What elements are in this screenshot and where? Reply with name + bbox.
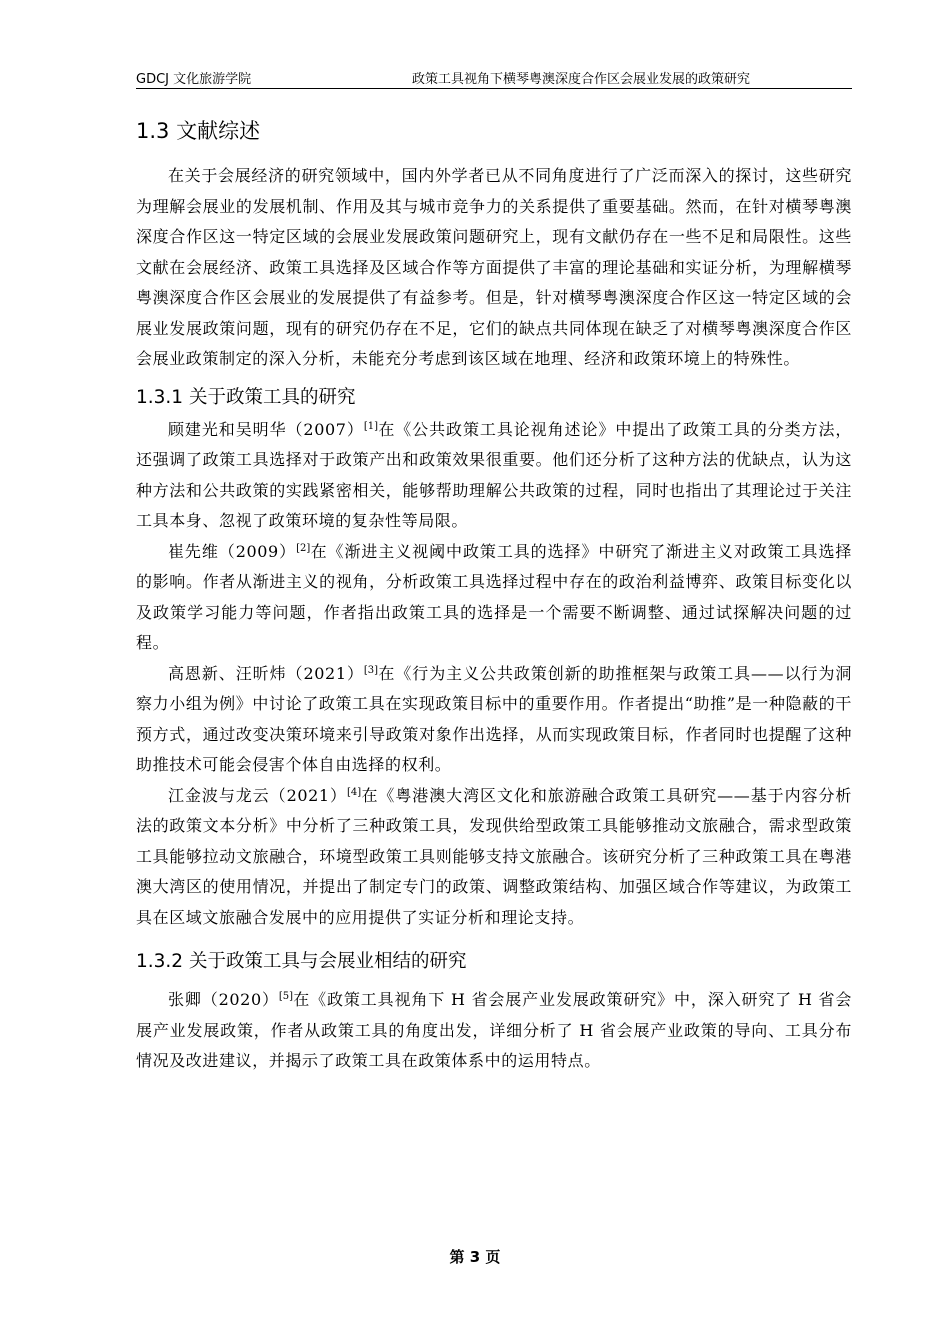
- citation-ref: [3]: [363, 664, 379, 676]
- subsection-title-1: 1.3.1 关于政策工具的研究: [136, 386, 356, 408]
- section-intro-paragraph: 在关于会展经济的研究领域中，国内外学者已从不同角度进行了广泛而深入的探讨，这些研究为理解会展业的发展机制、作用及其与城市竞争力的关系提供了重要基础。然而，在针对横琴粤澳深度合作区这一特定区域的会展业发展政策问题研究上，现有文献仍存在一些不足和局限性。这些文献在会展经济、政策工具选择及区域合作等方面提供了丰富的理论基础和实证分析，为理解横琴粤澳深度合作区会展业的发展提供了有益参考。但是，针对横琴粤澳深度合作区这一特定区域的会展业发展政策问题，现有的研究仍存在不足，它们的缺点共同体现在缺乏了对横琴粤澳深度合作区会展业政策制定的深入分析，未能充分考虑到该区域在地理、经济和政策环境上的特殊性。: [136, 166, 852, 368]
- page-number: 第 3 页: [449, 1248, 501, 1266]
- paragraph: [136, 415, 852, 537]
- paragraph-lead: 顾建光和吴明华（2007）: [168, 419, 364, 439]
- header-thesis-title: 政策工具视角下横琴粤澳深度合作区会展业发展的政策研究: [411, 72, 750, 87]
- paragraph-body: 在《粤港澳大湾区文化和旅游融合政策工具研究——基于内容分析法的政策文本分析》中分析了三种政策工具，发现供给型政策工具能够推动文旅融合，需求型政策工具能够拉动文旅融合，环境型政策工具则能够支持文旅融合。该研究分析了三种政策工具在粤港澳大湾区的使用情况，并提出了制定专门的政策、调整政策结构、加强区域合作等建议，为政策工具在区域文旅融合发展中的应用提供了实证分析和理论支持。: [136, 785, 853, 927]
- page-header: [136, 66, 852, 89]
- citation-ref: [4]: [346, 786, 362, 798]
- paragraph: [136, 985, 852, 1077]
- paragraph-body: 在《行为主义公共政策创新的助推框架与政策工具——以行为洞察力小组为例》中讨论了政策工具在实现政策目标中的重要作用。作者提出“助推”是一种隐蔽的干预方式，通过改变决策环境来引导政策对象作出选择，从而实现政策目标，作者同时也提醒了这种助推技术可能会侵害个体自由选择的权利。: [136, 663, 852, 774]
- subsection-title-2: 1.3.2 关于政策工具与会展业相结的研究: [136, 951, 467, 972]
- paragraph: [136, 781, 852, 934]
- citation-ref: [1]: [363, 420, 378, 432]
- paragraph-body: 在《渐进主义视阈中政策工具的选择》中研究了渐进主义对政策工具选择的影响。作者从渐进主义的视角，分析政策工具选择过程中存在的政治利益博弈、政策目标变化以及政策学习能力等问题，作者指出政策工具的选择是一个需要不断调整、通过试探解决问题的过程。: [136, 541, 852, 652]
- paragraph: [136, 659, 852, 781]
- citation-ref: [5]: [278, 991, 294, 1002]
- page-content: [136, 114, 852, 1077]
- paragraph-lead: 张卿（2020）: [168, 990, 279, 1009]
- paragraph-body: 在《公共政策工具论视角述论》中提出了政策工具的分类方法，还强调了政策工具选择对于政策产出和政策效果很重要。他们还分析了这种方法的优缺点，认为这种方法和公共政策的实践紧密相关，能够帮助理解公共政策的过程，同时也指出了其理论过于关注工具本身、忽视了政策环境的复杂性等局限。: [136, 419, 852, 530]
- section-title: 1.3 文献综述: [136, 119, 261, 143]
- paragraph-body: 在《政策工具视角下 H 省会展产业发展政策研究》中，深入研究了 H 省会展产业发展政策，作者从政策工具的角度出发，详细分析了 H 省会展产业政策的导向、工具分布情况及改进建议，并揭示了政策工具在政策体系中的运用特点。: [136, 990, 852, 1070]
- header-institution: GDCJ 文化旅游学院: [136, 72, 252, 87]
- paragraph: [136, 537, 852, 659]
- citation-ref: [2]: [296, 542, 311, 554]
- paragraph-lead: 高恩新、汪昕炜（2021）: [168, 663, 364, 683]
- paragraph-lead: 江金波与龙云（2021）: [168, 785, 347, 805]
- paragraph-lead: 崔先维（2009）: [168, 541, 297, 561]
